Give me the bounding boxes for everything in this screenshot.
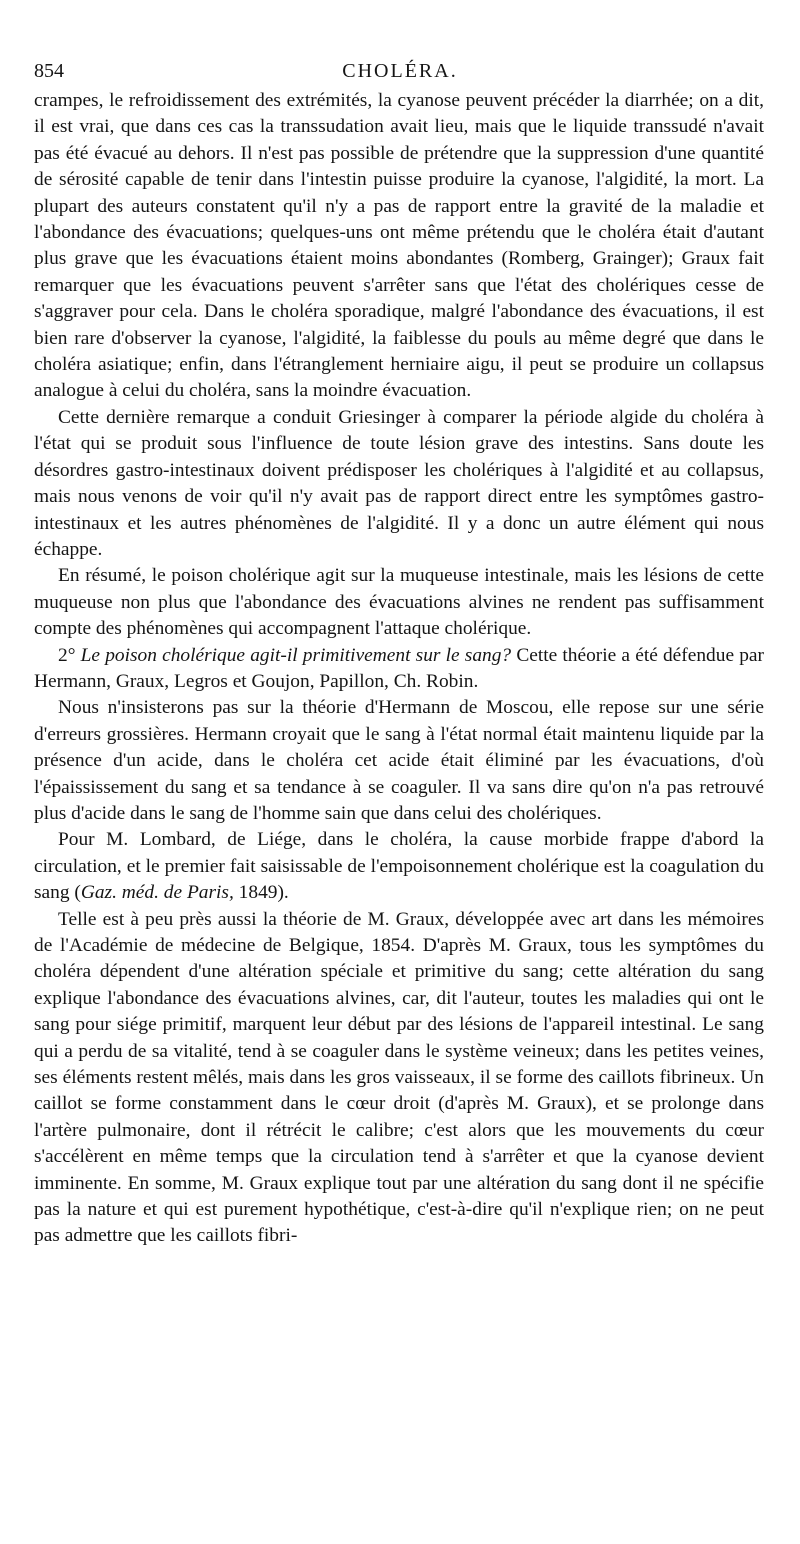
paragraph	[34, 643, 764, 696]
page-number: 854	[34, 60, 64, 82]
paragraph: Cette dernière remarque a conduit Griesinger à comparer la période algide du choléra à l'état qui se produit sous l'influence de toute lésion grave des intestins. Sans doute les désordres gastro-intestinaux doivent prédisposer les cholériques à l'algidité et au collapsus, mais nous venons de voir qu'il n'y avait pas de rapport direct entre les symptômes gastro-intestinaux et les autres phénomènes de l'algidité. Il y a donc un autre élément qui nous échappe.	[34, 406, 764, 560]
citation: Gaz. méd. de Paris,	[80, 882, 234, 904]
paragraph	[34, 827, 764, 906]
running-title: CHOLÉRA.	[342, 60, 458, 82]
section-number: 2°	[58, 644, 76, 666]
paragraph: crampes, le refroidissement des extrémités, la cyanose peuvent précéder la diarrhée; on a dit, il est vrai, que dans ces cas la transsudation avait lieu, mais que le liquide transsudé n'avait pas été évacué au dehors. Il n'est pas possible de prétendre que la suppression d'une quantité de sérosité capable de tenir dans l'intestin puisse produire la cyanose, l'algidité, la mort. La plupart des auteurs constatent qu'il n'y a pas de rapport entre la gravité de la maladie et l'abondance des évacuations; quelques-uns ont même prétendu que le choléra était d'autant plus grave que les évacuations étaient moins abondantes (Romberg, Grainger); Graux fait remarquer que les évacuations peuvent s'arrêter sans que l'état des cholériques cesse de s'aggraver pour cela. Dans le choléra sporadique, malgré l'abondance des évacuations, il est bien rare d'observer la cyanose, l'algidité, la faiblesse du pouls au même degré que dans le choléra asiatique; enfin, dans l'étranglement herniaire aigu, il peut se produire un collapsus analogue à celui du choléra, sans la moindre évacuation.	[34, 90, 764, 402]
paragraph: Telle est à peu près aussi la théorie de M. Graux, développée avec art dans les mémoires de l'Académie de médecine de Belgique, 1854. D'après M. Graux, tous les symptômes du choléra dépendent d'une altération spéciale et primitive du sang; cette altération du sang explique l'abondance des évacuations alvines, car, dit l'auteur, toutes les maladies qui ont le sang pour siége primitif, marquent leur début par des lésions de l'appareil intestinal. Le sang qui a perdu de sa vitalité, tend à se coaguler dans le système veineux; dans les petites veines, ses éléments restent mêlés, mais dans les gros vaisseaux, il se forme des caillots fibrineux. Un caillot se forme constamment dans le cœur droit (d'après M. Graux), et se prolonge dans l'artère pulmonaire, dont il rétrécit le calibre; c'est alors que les mouvements du cœur s'accélèrent en même temps que la circulation tend à s'arrêter et que la cyanose devient imminente. En somme, M. Graux explique tout par une altération du sang dont il ne spécifie pas la nature et qui est purement hypothétique, c'est-à-dire qu'il n'explique rien; on ne peut pas admettre que les caillots fibri-	[34, 908, 764, 1247]
body-text	[34, 88, 764, 1250]
paragraph-text: Pour M. Lombard, de Liége, dans le choléra, la cause morbide frappe d'abord la circulation, et le premier fait saisissable de l'empoisonnement cholérique est la coagulation du sang (	[34, 829, 764, 904]
paragraph: En résumé, le poison cholérique agit sur la muqueuse intestinale, mais les lésions de cette muqueuse non plus que l'abondance des évacuations alvines ne rendent pas suffisamment compte des phénomènes qui accompagnent l'attaque cholérique.	[34, 565, 764, 640]
page-header	[34, 60, 766, 90]
paragraph-text: 1849).	[233, 882, 289, 904]
paragraph: Nous n'insisterons pas sur la théorie d'Hermann de Moscou, elle repose sur une série d'erreurs grossières. Hermann croyait que le sang à l'état normal était maintenu liquide par la présence d'un acide, dans le choléra cet acide était éliminé par les évacuations, d'où l'épaississement du sang et sa tendance à se coaguler. Il va sans dire qu'on n'a pas retrouvé plus d'acide dans le sang de l'homme sain que dans celui des cholériques.	[34, 697, 764, 824]
paragraph-text: Cette théorie a été défendue par Hermann, Graux, Legros et Goujon, Papillon, Ch. Robin.	[34, 644, 764, 692]
section-question: Le poison cholérique agit-il primitivement sur le sang?	[80, 644, 512, 666]
